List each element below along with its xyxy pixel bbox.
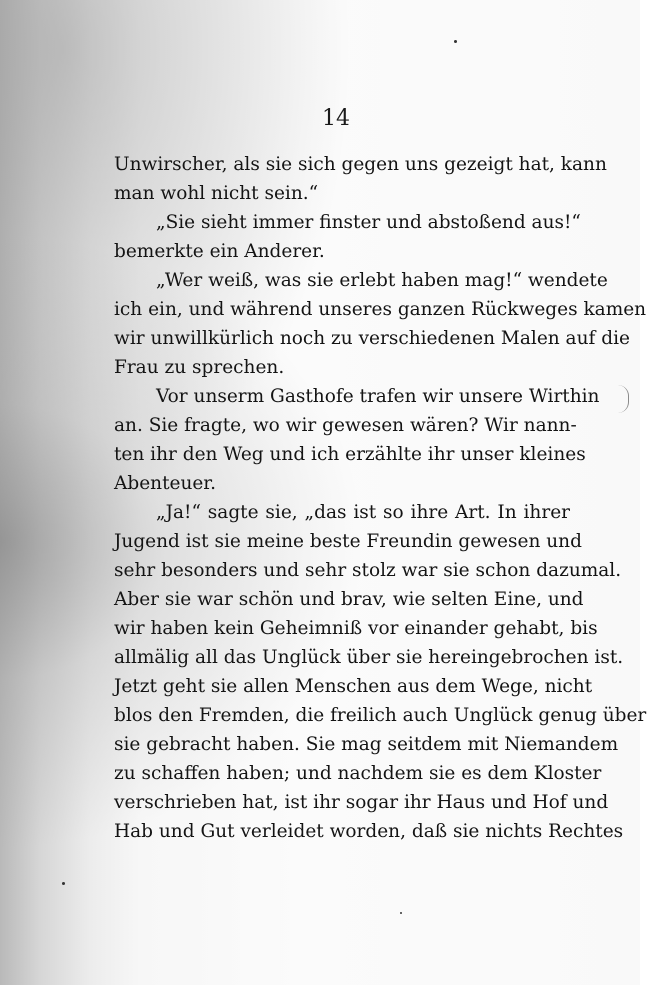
text-line: Aber sie war schön und brav, wie selten Eine, und — [114, 589, 584, 610]
text-line: man wohl nicht sein.“ — [114, 183, 319, 204]
text-line: Unwirscher, als sie sich gegen uns gezeigt hat, kann — [114, 154, 607, 175]
text-line: Jugend ist sie meine beste Freundin gewesen und — [114, 531, 582, 552]
text-line: Jetzt geht sie allen Menschen aus dem Wege, nicht — [114, 676, 593, 697]
text-line: „Wer weiß, was sie erlebt haben mag!“ wendete — [156, 270, 608, 291]
text-line: wir unwillkürlich noch zu verschiedenen Malen auf die — [114, 328, 630, 349]
text-line: „Ja!“ sagte sie, „das ist so ihre Art. In ihrer — [156, 502, 570, 523]
body-text — [114, 150, 647, 846]
text-line: ten ihr den Weg und ich erzählte ihr unser kleines — [114, 444, 586, 465]
ink-speck — [400, 912, 402, 914]
text-line: sehr besonders und sehr stolz war sie schon dazumal. — [114, 560, 622, 581]
text-line: blos den Fremden, die freilich auch Unglück genug über — [114, 705, 647, 726]
text-line: an. Sie fragte, wo wir gewesen wären? Wir nann- — [114, 415, 577, 436]
text-line: allmälig all das Unglück über sie hereingebrochen ist. — [114, 647, 624, 668]
text-line: sie gebracht haben. Sie mag seitdem mit Niemandem — [114, 734, 619, 755]
text-line: Hab und Gut verleidet worden, daß sie nichts Rechtes — [114, 821, 624, 842]
text-line: wir haben kein Geheimniß vor einander gehabt, bis — [114, 618, 598, 639]
text-line: bemerkte ein Anderer. — [114, 241, 325, 262]
page-number: 14 — [322, 106, 350, 131]
text-line: Vor unserm Gasthofe trafen wir unsere Wirthin — [156, 386, 600, 407]
text-line: Frau zu sprechen. — [114, 357, 285, 378]
text-line: zu schaffen haben; und nachdem sie es dem Kloster — [114, 763, 602, 784]
text-line: verschrieben hat, ist ihr sogar ihr Haus und Hof und — [114, 792, 609, 813]
text-line: ich ein, und während unseres ganzen Rückweges kamen — [114, 299, 647, 320]
ink-speck — [454, 40, 457, 43]
ink-speck — [62, 882, 65, 885]
text-line: „Sie sieht immer finster und abstoßend aus!“ — [156, 212, 581, 233]
margin-bracket-mark — [618, 385, 629, 413]
text-line: Abenteuer. — [114, 473, 217, 494]
